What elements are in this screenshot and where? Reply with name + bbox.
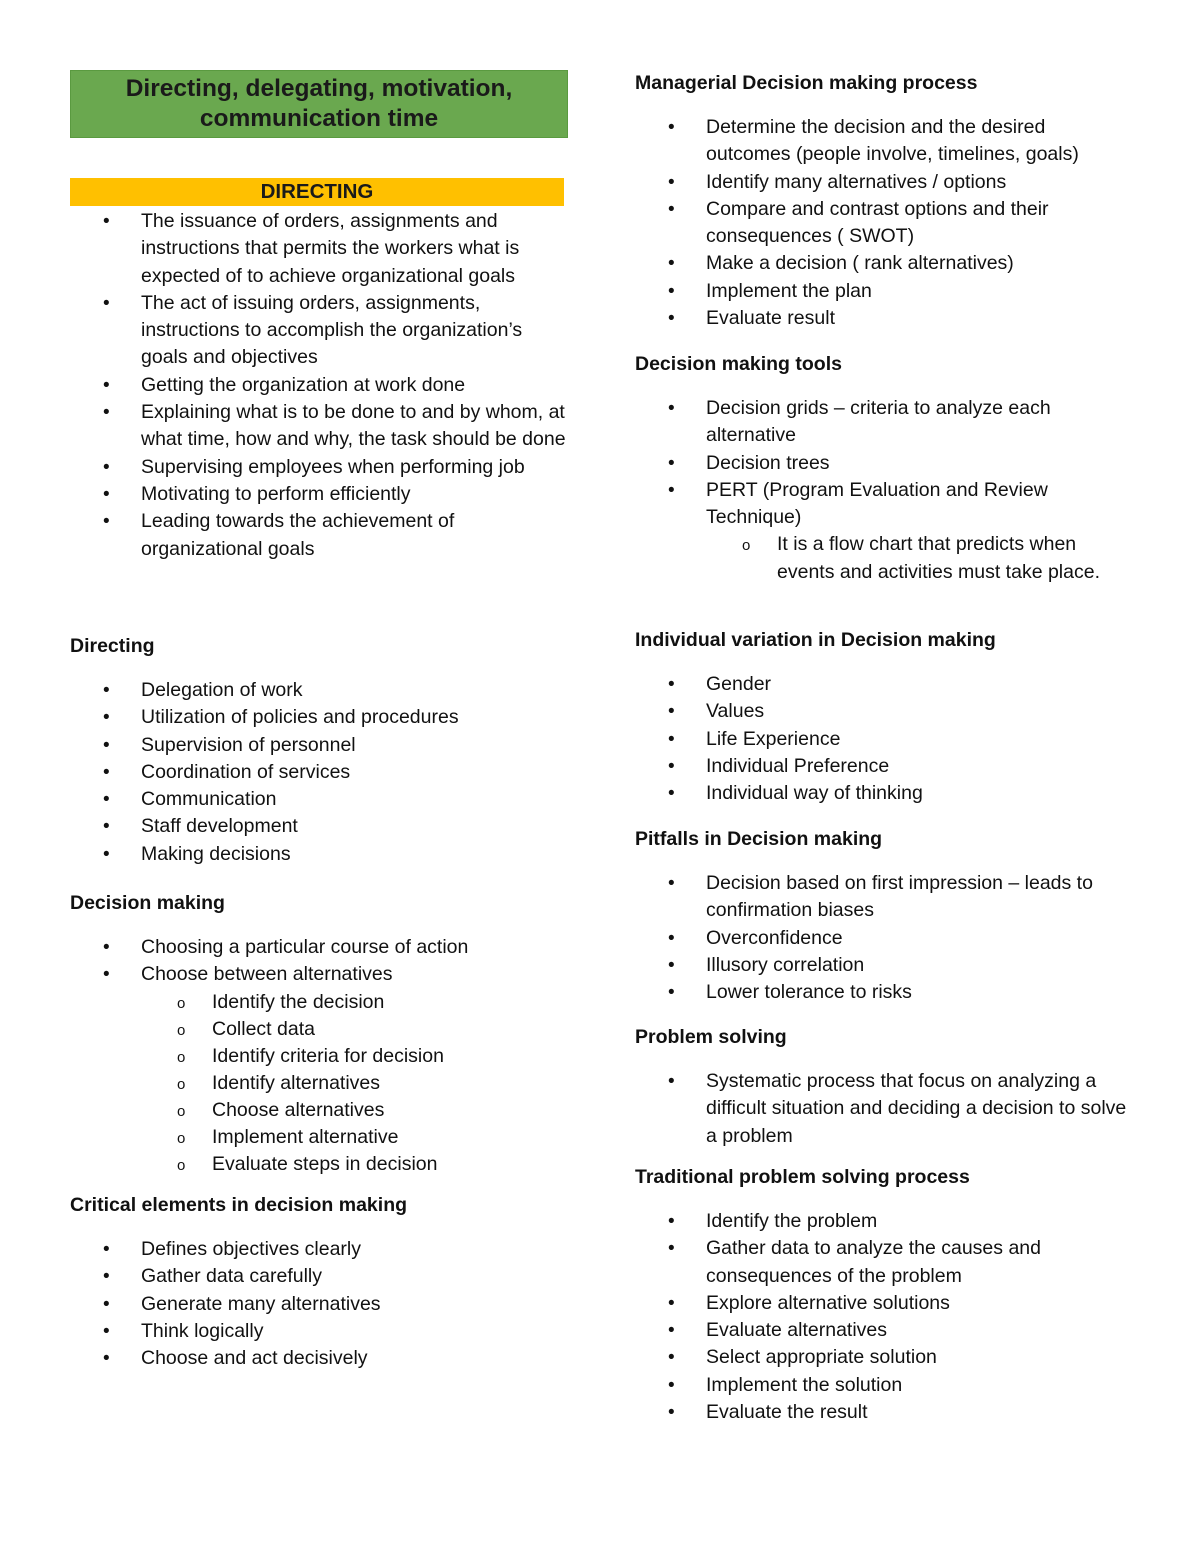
list-item: • Implement the solution (635, 1372, 1135, 1399)
list-item: • Overconfidence (635, 925, 1135, 952)
list-item: • Making decisions (70, 841, 568, 868)
pitfalls-list (635, 870, 1135, 1006)
list-item: • Implement the plan (635, 278, 1135, 305)
document-title (70, 70, 568, 138)
section-heading: Decision making (70, 892, 225, 914)
variation-list (635, 671, 1135, 807)
list-item: • Getting the organization at work done (70, 372, 568, 399)
variation-section (635, 627, 1135, 807)
traditional-section (635, 1164, 1135, 1426)
sub-list-item: o Identify alternatives (70, 1070, 568, 1097)
traditional-list (635, 1208, 1135, 1426)
list-item: • Think logically (70, 1318, 568, 1345)
list-item: • Values (635, 698, 1135, 725)
list-item: • Leading towards the achievement of organizational goals (70, 508, 568, 563)
section-heading: Managerial Decision making process (635, 72, 978, 94)
list-item: • The act of issuing orders, assignments, instructions to accomplish the organization’s goals and objectives (70, 290, 568, 372)
section-heading: Problem solving (635, 1026, 787, 1048)
list-item: • Staff development (70, 813, 568, 840)
problem-solving-section (635, 1024, 1135, 1150)
section-heading: Critical elements in decision making (70, 1194, 408, 1216)
list-item: • Explaining what is to be done to and by whom, at what time, how and why, the task should be done (70, 399, 568, 454)
list-item: • PERT (Program Evaluation and Review Technique) (635, 477, 1135, 532)
list-item: • Decision trees (635, 450, 1135, 477)
list-item: • Gather data to analyze the causes and consequences of the problem (635, 1235, 1135, 1290)
managerial-section (635, 70, 1135, 332)
list-item: • Life Experience (635, 726, 1135, 753)
problem-solving-list (635, 1068, 1135, 1150)
list-item: • Make a decision ( rank alternatives) (635, 250, 1135, 277)
list-item: • Motivating to perform efficiently (70, 481, 568, 508)
list-item: • Evaluate the result (635, 1399, 1135, 1426)
sub-list-item: o Collect data (70, 1016, 568, 1043)
section-heading: Decision making tools (635, 353, 842, 375)
sub-list-item: o Implement alternative (70, 1124, 568, 1151)
intro-section (70, 208, 568, 563)
decision-steps-list (70, 989, 568, 1179)
section-heading: Pitfalls in Decision making (635, 828, 883, 850)
sub-list-item: o Choose alternatives (70, 1097, 568, 1124)
list-item: • Communication (70, 786, 568, 813)
list-item: • Coordination of services (70, 759, 568, 786)
title-line-1: Directing, delegating, motivation, (125, 75, 513, 102)
directing-section (70, 633, 568, 868)
list-item: • Illusory correlation (635, 952, 1135, 979)
list-item: • Evaluate alternatives (635, 1317, 1135, 1344)
list-item: • Identify many alternatives / options (635, 169, 1135, 196)
sub-list-item: o Identify criteria for decision (70, 1043, 568, 1070)
list-item: • Individual Preference (635, 753, 1135, 780)
list-item: • Explore alternative solutions (635, 1290, 1135, 1317)
list-item: • Systematic process that focus on analyzing a difficult situation and deciding a decision to solve a problem (635, 1068, 1135, 1150)
list-item: • Choose and act decisively (70, 1345, 568, 1372)
sub-list-item: o It is a flow chart that predicts when events and activities must take place. (635, 531, 1115, 585)
sub-list-item: o Identify the decision (70, 989, 568, 1016)
list-item: • Gather data carefully (70, 1263, 568, 1290)
list-item: • Gender (635, 671, 1135, 698)
list-item: • Select appropriate solution (635, 1344, 1135, 1371)
list-item: • Delegation of work (70, 677, 568, 704)
list-item: • Choosing a particular course of action (70, 934, 568, 961)
pert-sub-list (635, 531, 1135, 585)
list-item: • Individual way of thinking (635, 780, 1135, 807)
list-item: • Utilization of policies and procedures (70, 704, 568, 731)
decision-making-list (70, 934, 568, 989)
list-item: • Supervision of personnel (70, 732, 568, 759)
list-item: • Lower tolerance to risks (635, 979, 1135, 1006)
list-item: • Evaluate result (635, 305, 1135, 332)
critical-elements-list (70, 1236, 568, 1372)
intro-list (70, 208, 568, 563)
list-item: • Decision grids – criteria to analyze each alternative (635, 395, 1135, 450)
section-heading: Individual variation in Decision making (635, 629, 996, 651)
critical-elements-section (70, 1192, 568, 1372)
directing-banner: DIRECTING (70, 178, 564, 206)
pitfalls-section (635, 826, 1135, 1006)
list-item: • Compare and contrast options and their consequences ( SWOT) (635, 196, 1135, 251)
tools-section (635, 351, 1135, 586)
list-item: • Supervising employees when performing job (70, 454, 568, 481)
list-item: • Generate many alternatives (70, 1291, 568, 1318)
directing-list (70, 677, 568, 868)
sub-list-item: o Evaluate steps in decision (70, 1151, 568, 1178)
list-item: • Decision based on first impression – leads to confirmation biases (635, 870, 1135, 925)
list-item: • Identify the problem (635, 1208, 1135, 1235)
section-heading: Traditional problem solving process (635, 1166, 970, 1188)
list-item: • Defines objectives clearly (70, 1236, 568, 1263)
section-heading: Directing (70, 635, 155, 657)
list-item: • Choose between alternatives (70, 961, 568, 988)
managerial-list (635, 114, 1135, 332)
list-item: • The issuance of orders, assignments and instructions that permits the workers what is expected of to achieve organizational goals (70, 208, 568, 290)
decision-making-section (70, 890, 568, 1178)
tools-list (635, 395, 1135, 531)
title-line-2: communication time (199, 105, 439, 132)
list-item: • Determine the decision and the desired outcomes (people involve, timelines, goals) (635, 114, 1135, 169)
